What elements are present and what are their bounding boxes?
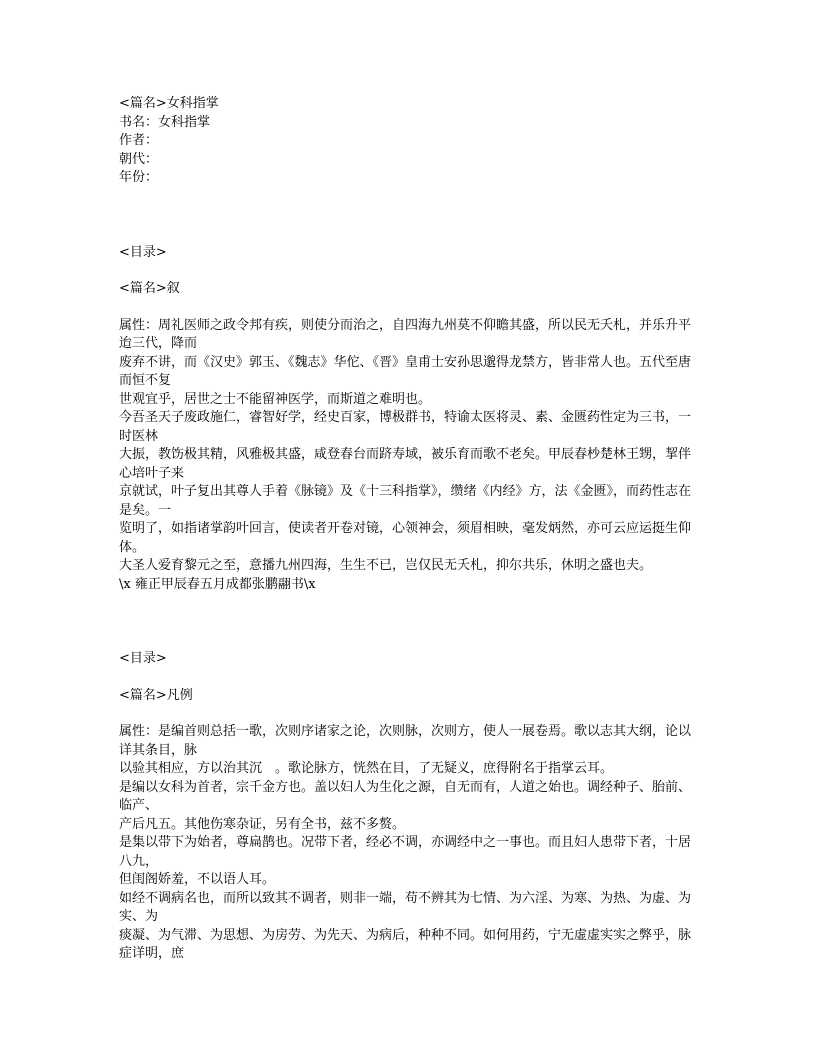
body-paragraph: 是集以带下为始者，尊扁鹊也。况带下者，经必不调，亦调经中之一事也。而且妇人患带下者，十居八九， <box>119 835 692 869</box>
signature-line: \x 雍正甲辰春五月成都张鹏翮书\x <box>119 576 316 592</box>
body-paragraph: 废弃不讲，而《汉史》郭玉、《魏志》华佗、《晋》皇甫士安孙思邈得龙禁方，皆非常人也。五代至唐而恒不复 <box>119 354 692 388</box>
body-paragraph: 属性：周礼医师之政令邦有疾，则使分而治之，自四海九州莫不仰瞻其盛，所以民无夭札，并乐升平迨三代，降而 <box>119 317 692 351</box>
title-line: <篇名>女科指掌 <box>119 96 219 111</box>
body-paragraph: 览明了，如指诸掌韵叶回言，使读者开卷对镜，心领神会，须眉相映，毫发炳然，亦可云应运挺生仰体。 <box>119 521 692 555</box>
body-paragraph: 如经不调病名也，而所以致其不调者，则非一端，苟不辨其为七情、为六淫、为寒、为热、为虚、为实、为 <box>119 890 692 924</box>
dynasty-line: 朝代： <box>119 151 159 167</box>
body-paragraph: 京就试，叶子复出其尊人手着《脉镜》及《十三科指掌》，缵绪《内经》方，法《金匮》，而药性志在是矣。一 <box>119 484 692 518</box>
toc-marker: <目录> <box>119 244 167 260</box>
year-line: 年份： <box>119 170 159 185</box>
section-body <box>119 317 699 595</box>
author-line: 作者： <box>119 133 159 148</box>
section-title: <篇名>叙 <box>119 281 180 296</box>
book-name-line: 书名：女科指掌 <box>119 114 211 130</box>
body-paragraph: 痰凝、为气滞、为思想、为房劳、为先天、为病后，种种不同。如何用药，宁无虚虚实实之弊乎，脉症详明，庶 <box>119 927 692 961</box>
body-paragraph: 属性：是编首则总括一歌，次则序诸家之论，次则脉，次则方，使人一展卷焉。歌以志其大纲，论以详其条目，脉 <box>119 724 692 758</box>
body-paragraph: 以验其相应，方以治其沉 。歌论脉方，恍然在目，了无疑义，庶得附名于指掌云耳。 <box>119 761 614 776</box>
body-paragraph: 产后凡五。其他伤寒杂证，另有全书，兹不多赘。 <box>119 816 406 832</box>
body-paragraph: 但闺阁娇羞，不以语人耳。 <box>119 872 276 887</box>
body-paragraph: 大振，教饬极其精，风雅极其盛，咸登春台而跻寿域，被乐育而歌不老矣。甲辰春杪楚林王甥，挈伴心培叶子来 <box>119 447 692 481</box>
body-paragraph: 是编以女科为首者，宗千金方也。盖以妇人为生化之源，自无而有，人道之始也。调经种子、胎前、临产、 <box>119 779 692 813</box>
body-paragraph: 今吾圣天子废政施仁，睿智好学，经史百家，博极群书，特谕太医将灵、素、金匮药性定为三书，一时医林 <box>119 410 692 444</box>
toc-marker: <目录> <box>119 651 167 666</box>
body-paragraph: 大圣人爱育黎元之至，意播九州四海，生生不已，岂仅民无夭札，抑尔共乐，休明之盛也夫。 <box>119 558 653 573</box>
section-body <box>119 723 699 964</box>
section-title: <篇名>凡例 <box>119 687 193 703</box>
body-paragraph: 世观宜乎，居世之士不能留神医学，而斯道之难明也。 <box>119 391 432 407</box>
document-page <box>119 95 699 964</box>
